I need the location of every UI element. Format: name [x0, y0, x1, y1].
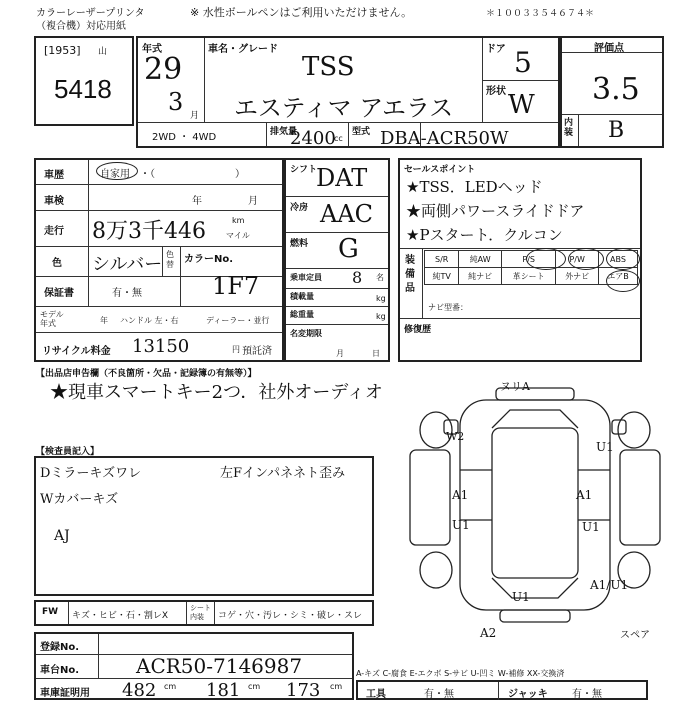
score-box [560, 36, 664, 148]
color-code-label: カラーNo. [184, 254, 234, 265]
inspector-label: 【検査員記入】 [36, 447, 100, 457]
year-label: 年式 [142, 44, 162, 55]
navi-model-label: ナビ型番： [428, 303, 468, 312]
mileage-label: 走行 [44, 226, 64, 237]
ac-label: 冷房 [290, 203, 309, 213]
chassis-label: 車台No. [40, 665, 80, 676]
model-year-year: 年 [100, 316, 108, 325]
transfer-label: 名変期限 [290, 329, 322, 338]
diagram-left-top: W2 [446, 430, 465, 443]
fuel-label: 燃料 [290, 239, 309, 249]
equip-ext-navi: 外ナビ [556, 268, 599, 285]
inspection-month: 月 [248, 196, 258, 207]
shape-label: 形状 [486, 86, 506, 97]
capacity-value: 8 [352, 268, 363, 287]
inspector-note-1: Dミラーキズワレ [40, 466, 142, 481]
type-value: DBA-ACR50W [380, 128, 509, 149]
history-rest: ・（ ） [140, 169, 245, 180]
displacement-label: 排気量 [270, 127, 298, 137]
lot-number: 5418 [54, 74, 112, 104]
chassis-value: ACR50-7146987 [136, 654, 303, 678]
color-value: シルバー [92, 254, 163, 275]
load-label: 積載量 [290, 292, 314, 301]
shift-label: シフト [290, 165, 318, 175]
sales-equipment-table [398, 158, 642, 362]
grade-value: TSS [302, 52, 355, 82]
store-notes-label: 【出品店申告欄（不良箇所・欠品・記録簿の有無等）】 [36, 369, 257, 379]
jack-label: ジャッキ [508, 689, 548, 700]
diagram-u-left: U1 [452, 518, 470, 532]
store-notes-text: ★現車スマートキー2つ．社外オーディオ [50, 382, 383, 403]
repair-label: 修復歴 [404, 325, 432, 335]
vehicle-info-block [136, 36, 560, 148]
inspection-label: 車検 [44, 196, 64, 207]
color-change-label: 色替 [166, 250, 174, 269]
inspector-note-right: 左Fインパネネト歪み [220, 466, 346, 481]
tools-row [356, 680, 648, 700]
diagram-bottom: A2 [480, 626, 497, 640]
diagram-a-right: A1 [576, 488, 593, 502]
handle-position: ハンドル 左・右 [120, 316, 179, 325]
mileage-value: 8万3千446 [92, 219, 206, 244]
door-value: 5 [514, 46, 532, 79]
equip-tv: 純TV [425, 268, 459, 285]
diagram-u-bottom: U1 [512, 590, 530, 604]
lot-box [34, 36, 134, 126]
weight-label: 総重量 [290, 310, 314, 319]
equip-abs: ABS [599, 251, 638, 268]
drive-options: 2WD ・ 4WD [152, 132, 217, 143]
lot-suffix: 山 [98, 47, 108, 57]
model-year-label: モデル年式 [40, 310, 64, 328]
recycle-value: 13150 [132, 336, 190, 357]
score-label: 評価点 [594, 43, 624, 54]
diagram-u-right-top: U1 [596, 440, 614, 454]
serial-number: ＊１００３３５４６７４＊ [486, 9, 595, 19]
inspector-note-2: Wカバーキズ [40, 492, 119, 507]
month-value: 3 [168, 88, 184, 116]
ac-value: AAC [320, 200, 374, 228]
ink-notice: ※ 水性ボールペンはご利用いただけません。 [190, 6, 413, 19]
recycle-status: 預託済 [242, 346, 272, 357]
model-name: エスティマ アエラス [234, 94, 454, 122]
transfer-month: 月 [336, 349, 344, 358]
inspection-year: 年 [192, 196, 202, 207]
equip-alloy: 純AW [459, 251, 502, 268]
displacement-value: 2400 [290, 128, 336, 149]
interior-label: 内装 [564, 118, 574, 138]
history-value: 自家用 [100, 169, 130, 180]
capacity-label: 乗車定員 [290, 273, 322, 282]
capacity-unit: 名 [376, 273, 384, 282]
equip-navi: 純ナビ [459, 268, 502, 285]
fw-row [34, 600, 374, 626]
name-label: 車名・グレード [208, 44, 278, 55]
color-code-value: 1F7 [212, 272, 260, 300]
fw-damage: キズ・ヒビ・石・割レX [72, 611, 168, 621]
sales-point-2: ★両側パワースライドドア [406, 202, 585, 220]
cert-length-unit: cm [164, 682, 177, 691]
history-label: 車歴 [44, 170, 64, 181]
shape-value: W [508, 90, 535, 120]
recycle-unit: 円 [232, 345, 240, 354]
type-label: 型式 [352, 127, 371, 137]
cert-width-unit: cm [248, 682, 261, 691]
equip-sr: S/R [425, 251, 459, 268]
seat-damage: コゲ・穴・汚レ・シミ・破レ・スレ [218, 611, 363, 621]
equip-leather: 革シート [501, 268, 555, 285]
lot-code: [1953] [44, 44, 81, 57]
fuel-value: G [338, 234, 359, 264]
shift-value: DAT [316, 164, 368, 192]
cert-height: 173 [286, 680, 321, 701]
interior-value: B [608, 118, 625, 143]
door-label: ドア [486, 44, 506, 55]
equipment-label: 装備品 [405, 255, 415, 294]
fw-label: FW [42, 607, 59, 617]
diagram-u-right: U1 [582, 520, 600, 534]
spec-table [34, 158, 284, 362]
tools-value: 有・無 [424, 689, 454, 700]
equip-airbag: エアB [599, 268, 638, 285]
diagram-a-left: A1 [452, 488, 469, 502]
car-diagram [400, 380, 670, 635]
dealer-type: ディーラー・並行 [206, 316, 270, 325]
warranty-label: 保証書 [44, 288, 74, 299]
tools-label: 工具 [366, 689, 386, 700]
diagram-a-bottom-right: A1/U1 [590, 578, 629, 592]
color-label: 色 [52, 258, 62, 269]
cert-width: 181 [206, 680, 241, 701]
seat-label: シート内装 [190, 604, 211, 621]
equip-ps: P/S [501, 251, 555, 268]
sales-point-1: ★TSS．LEDヘッド [406, 178, 543, 196]
diagram-top: ヌリA [500, 380, 530, 393]
cert-height-unit: cm [330, 682, 343, 691]
load-unit: kg [376, 294, 386, 303]
recycle-label: リサイクル料金 [42, 346, 111, 357]
equip-pw: P/W [556, 251, 599, 268]
sales-point-3: ★Pスタート．クルコン [406, 226, 563, 244]
paper-type-line1: カラーレーザープリンタ [36, 8, 145, 19]
mileage-unit-mile: マイル [226, 231, 250, 240]
year-value: 29 [144, 52, 183, 87]
mileage-unit-km: km [232, 216, 245, 225]
warranty-value: 有・無 [112, 288, 142, 299]
cert-length: 482 [122, 680, 157, 701]
sales-label: セールスポイント [404, 165, 476, 175]
inspector-notes-box [34, 456, 374, 596]
paper-type-line2: （複合機）対応用紙 [36, 21, 126, 32]
cert-label: 車庫証明用 [40, 688, 90, 699]
displacement-unit: cc [334, 134, 343, 143]
transfer-day: 日 [372, 349, 380, 358]
diagram-spare: スペア [620, 630, 650, 641]
registration-block [34, 632, 354, 700]
inspector-note-3: AJ [54, 528, 70, 544]
registration-label: 登録No. [40, 642, 80, 653]
weight-unit: kg [376, 312, 386, 321]
month-unit: 月 [190, 111, 200, 121]
score-value: 3.5 [592, 72, 640, 107]
mechanical-table [284, 158, 390, 362]
jack-value: 有・無 [572, 689, 602, 700]
damage-legend: A-キズ C-腐食 E-エクボ S-サビ U-凹ミ W-補修 XX-交換済 [356, 669, 565, 678]
